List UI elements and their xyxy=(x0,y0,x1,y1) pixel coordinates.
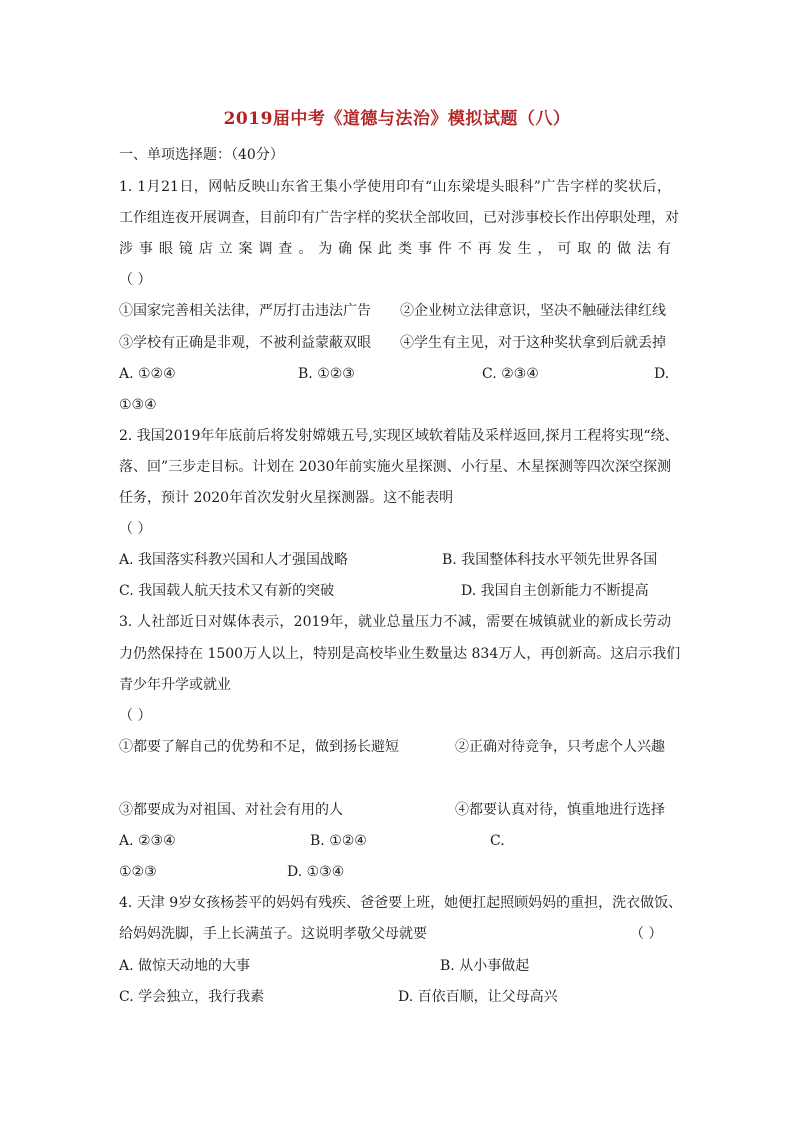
section-heading: 一、单项选择题：（40分） xyxy=(119,147,284,163)
q4-line-1: 4. 天津 9岁女孩杨荟平的妈妈有残疾、爸爸要上班，她便扛起照顾妈妈的重担，洗衣做饭、 xyxy=(119,895,683,911)
q1-option-c: C. ②③④ xyxy=(482,366,539,382)
q4-answer-bracket: （ ） xyxy=(630,926,663,942)
q3-answer-bracket: （ ） xyxy=(119,708,152,724)
q2-option-b: B. 我国整体科技水平领先世界各国 xyxy=(442,552,658,568)
q4-option-d: D. 百依百顺，让父母高兴 xyxy=(398,989,558,1005)
q1-statement-3: ③学校有正确是非观，不被利益蒙蔽双眼 xyxy=(119,335,371,351)
q4-option-b: B. 从小事做起 xyxy=(440,958,530,974)
q1-option-b: B. ①②③ xyxy=(298,366,355,382)
q3-option-a: A. ②③④ xyxy=(119,833,176,849)
q1-line-3: 涉事眼镜店立案调查。为确保此类事件不再发生，可取的做法有 xyxy=(119,241,671,257)
q3-option-b: B. ①②④ xyxy=(310,833,367,849)
q3-option-d: D. ①③④ xyxy=(287,864,345,880)
q4-line-2: 给妈妈洗脚，手上长满茧子。这说明孝敬父母就要 xyxy=(119,926,427,942)
q2-line-3: 任务，预计 2020年首次发射火星探测器。这不能表明 xyxy=(119,490,454,506)
q3-option-c: C. xyxy=(490,833,505,849)
q2-line-1: 2. 我国2019年年底前后将发射嫦娥五号,实现区域软着陆及采样返回,探月工程将实现“绕、 xyxy=(119,428,679,444)
page-title: 2019届中考《道德与法治》模拟试题（八） xyxy=(223,109,571,129)
q4-option-a: A. 做惊天动地的大事 xyxy=(119,958,251,974)
q2-line-2: 落、回”三步走目标。计划在 2030年前实施火星探测、小行星、木星探测等四次深空探测 xyxy=(119,459,671,475)
q1-answer-bracket: （ ） xyxy=(119,272,152,288)
q1-option-d-text: ①③④ xyxy=(119,397,157,413)
q3-line-2: 力仍然保持在 1500万人以上，特别是高校毕业生数量达 834万人，再创新高。这启示我们 xyxy=(119,646,681,662)
q1-line-1: 1. 1月21日，网帖反映山东省王集小学使用印有“山东梁堤头眼科”广告字样的奖状后， xyxy=(119,179,671,195)
q1-statement-4: ④学生有主见，对于这种奖状拿到后就丢掉 xyxy=(400,335,666,351)
q3-line-3: 青少年升学或就业 xyxy=(119,677,231,693)
q3-statement-2: ②正确对待竞争，只考虑个人兴趣 xyxy=(455,739,665,755)
q3-statement-3: ③都要成为对祖国、对社会有用的人 xyxy=(119,802,343,818)
q2-option-c: C. 我国载人航天技术又有新的突破 xyxy=(119,583,335,599)
q3-statement-4: ④都要认真对待，慎重地进行选择 xyxy=(455,802,665,818)
q3-statement-1: ①都要了解自己的优势和不足，做到扬长避短 xyxy=(119,739,399,755)
q3-option-c-text: ①②③ xyxy=(119,864,157,880)
q2-option-a: A. 我国落实科教兴国和人才强国战略 xyxy=(119,552,349,568)
q1-statement-2: ②企业树立法律意识，坚决不触碰法律红线 xyxy=(400,303,666,319)
q2-option-d: D. 我国自主创新能力不断提高 xyxy=(461,583,649,599)
q3-line-1: 3. 人社部近日对媒体表示，2019年，就业总量压力不减，需要在城镇就业的新成长劳动 xyxy=(119,614,671,630)
q1-option-d: D. xyxy=(654,366,670,382)
q1-line-2: 工作组连夜开展调查，目前印有广告字样的奖状全部收回，已对涉事校长作出停职处理，对 xyxy=(119,210,679,226)
q4-option-c: C. 学会独立，我行我素 xyxy=(119,989,265,1005)
q1-option-a: A. ①②④ xyxy=(119,366,176,382)
q2-answer-bracket: （ ） xyxy=(119,521,152,537)
q1-statement-1: ①国家完善相关法律，严厉打击违法广告 xyxy=(119,303,371,319)
